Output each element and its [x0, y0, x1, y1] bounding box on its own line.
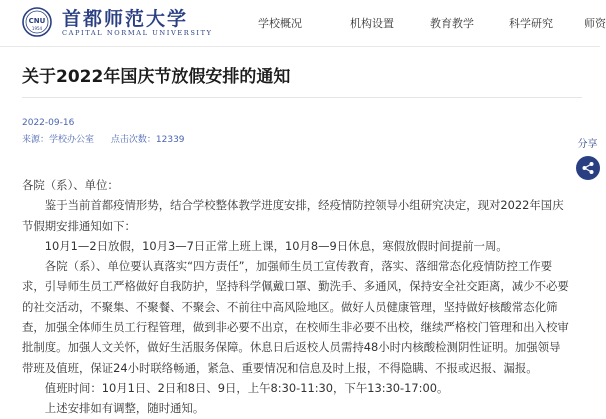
share-widget: [575, 135, 600, 180]
nav-item-research[interactable]: 科学研究: [509, 17, 553, 30]
view-count: 点击次数：12339: [110, 135, 185, 145]
paragraph: 各院（系）、单位要认真落实“四方责任”，加强师生员工宣传教育，落实、落细常态化疫情防控工作要求，引导师生员工严格做好自我防护，坚持科学佩戴口罩、勤洗手、多通风，保持安全社交距离，减少不必要的社交活动，不聚集、不聚餐、不聚会、不前往中高风险地区。做好人员健康管理，坚持做好核酸常态化筛查，加强全体师生员工行程管理，做到非必要不出京，在校师生非必要不出校，继续严格校门管理和出入校审批制度。加强人文关怀，做好生活服务保障。休息日后返校人员需持48小时内核酸检测阴性证明。加强领导带班及值班，保证24小时联络畅通，紧急、重要情况和信息及时上报，不得隐瞒、不报或迟报、漏报。: [22, 259, 569, 375]
logo-english-name[interactable]: CAPITAL NORMAL UNIVERSITY: [62, 29, 213, 37]
page-title: 关于2022年国庆节放假安排的通知: [22, 67, 291, 87]
paragraph: 鉴于当前首都疫情形势，结合学校整体教学进度安排，经疫情防控领导小组研究决定，现对2022年国庆节假期安排通知如下：: [22, 198, 564, 233]
title-divider: [22, 97, 582, 98]
paragraph: 上述安排如有调整，随时通知。: [44, 401, 205, 416]
nav-item-about[interactable]: 学校概况: [258, 17, 302, 30]
nav-item-departments[interactable]: 机构设置: [350, 17, 394, 30]
publish-date: 2022-09-16: [22, 118, 75, 128]
nav-item-faculty[interactable]: 师资: [584, 17, 606, 30]
paragraph: 值班时间：10月1日、2日和8日、9日，上午8:30-11:30，下午13:30-17:00。: [44, 380, 449, 395]
logo-chinese-name[interactable]: 首都师范大学: [62, 8, 189, 30]
article-body: [22, 175, 570, 419]
university-emblem-icon[interactable]: [22, 7, 52, 37]
salutation: 各院（系）、单位：: [22, 178, 119, 192]
article: [22, 46, 570, 419]
source-label: 来源：学校办公室: [22, 135, 95, 145]
emblem-text: CNU: [28, 17, 46, 25]
paragraph: 10月1—2日放假，10月3—7日正常上班上课，10月8—9日休息，寒假放假时间提前一周。: [44, 238, 508, 253]
share-button[interactable]: [576, 156, 600, 180]
site-header: [0, 0, 606, 47]
share-icon: [581, 161, 595, 175]
article-meta: [22, 132, 570, 144]
share-label[interactable]: 分享: [577, 139, 598, 150]
nav-item-education[interactable]: 教育教学: [430, 17, 474, 30]
emblem-year: 1954: [31, 26, 43, 31]
